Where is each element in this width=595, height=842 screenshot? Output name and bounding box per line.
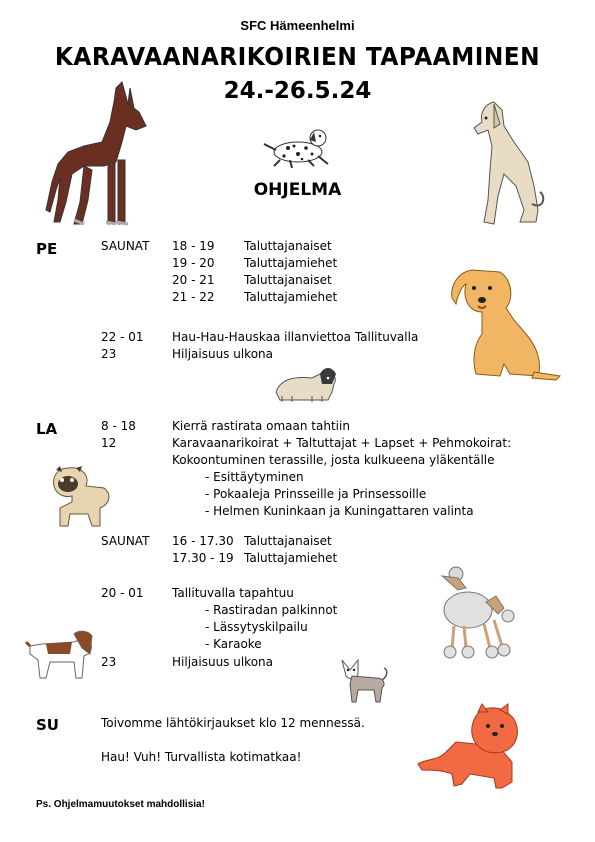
day-label-sunday: SU — [36, 716, 59, 734]
program-heading: OHJELMA — [253, 180, 342, 200]
schedule-time: 18 - 19 — [172, 239, 215, 253]
schedule-text: Taluttajanaiset — [244, 273, 332, 287]
event-dates: 24.-26.5.24 — [223, 78, 372, 104]
chihuahua-illustration — [338, 658, 390, 704]
schedule-time: 20 - 21 — [172, 273, 215, 287]
schedule-time: 16 - 17.30 — [172, 534, 234, 548]
schedule-text: Taluttajanaiset — [244, 239, 332, 253]
pomeranian-illustration — [416, 704, 526, 790]
bullet-item: - Lässytyskilpailu — [205, 620, 308, 634]
schedule-text: Hau-Hau-Hauskaa illanviettoa Tallituvalla — [172, 330, 419, 344]
schedule-time: 23 — [101, 347, 117, 361]
bullet-item: - Helmen Kuninkaan ja Kuningattaren valinta — [205, 504, 474, 518]
page-title: KARAVAANARIKOIRIEN TAPAAMINEN — [54, 42, 541, 71]
schedule-time: 20 - 01 — [101, 586, 144, 600]
schedule-text: Taluttajamiehet — [244, 551, 338, 565]
bullet-item: - Esittäytyminen — [205, 470, 304, 484]
saluki-illustration — [454, 100, 549, 228]
cavalier-spaniel-illustration — [26, 624, 96, 682]
friday-sauna-label: SAUNAT — [101, 239, 150, 253]
bullet-item: - Rastiradan palkinnot — [205, 603, 338, 617]
schedule-time: 21 - 22 — [172, 290, 215, 304]
schedule-time: 23 — [101, 655, 117, 669]
schedule-text: Tallituvalla tapahtuu — [172, 586, 294, 600]
sunday-text: Hau! Vuh! Turvallista kotimatkaa! — [101, 750, 302, 764]
schedule-text: Kierrä rastirata omaan tahtiin — [172, 419, 350, 433]
schedule-text: Kokoontuminen terassille, josta kulkueena yläkentälle — [172, 453, 495, 467]
day-label-saturday: LA — [36, 420, 58, 438]
day-label-friday: PE — [36, 240, 58, 258]
schedule-text: Karavaanarikoirat + Taltuttajat + Lapset + Pehmokoirat: — [172, 436, 512, 450]
schedule-text: Hiljaisuus ulkona — [172, 655, 274, 669]
schedule-text: Hiljaisuus ulkona — [172, 347, 274, 361]
club-name: SFC Hämeenhelmi — [240, 18, 355, 33]
schedule-text: Taluttajamiehet — [244, 290, 338, 304]
schedule-time: 17.30 - 19 — [172, 551, 234, 565]
golden-retriever-illustration — [444, 264, 562, 382]
schedule-text: Taluttajamiehet — [244, 256, 338, 270]
skye-terrier-illustration — [272, 362, 340, 404]
pug-illustration — [50, 462, 118, 528]
schedule-text: Taluttajanaiset — [244, 534, 332, 548]
dalmatian-illustration — [258, 126, 336, 168]
schedule-time: 8 - 18 — [101, 419, 136, 433]
schedule-time: 12 — [101, 436, 117, 450]
poodle-illustration — [434, 566, 516, 662]
bullet-item: - Karaoke — [205, 637, 262, 651]
saturday-sauna-label: SAUNAT — [101, 534, 150, 548]
schedule-time: 22 - 01 — [101, 330, 144, 344]
footer-note: Ps. Ohjelmamuutokset mahdollisia! — [36, 799, 205, 810]
bullet-item: - Pokaaleja Prinsseille ja Prinsessoille — [205, 487, 427, 501]
schedule-time: 19 - 20 — [172, 256, 215, 270]
sunday-text: Toivomme lähtökirjaukset klo 12 mennessä. — [101, 716, 365, 730]
doberman-illustration — [44, 82, 156, 227]
